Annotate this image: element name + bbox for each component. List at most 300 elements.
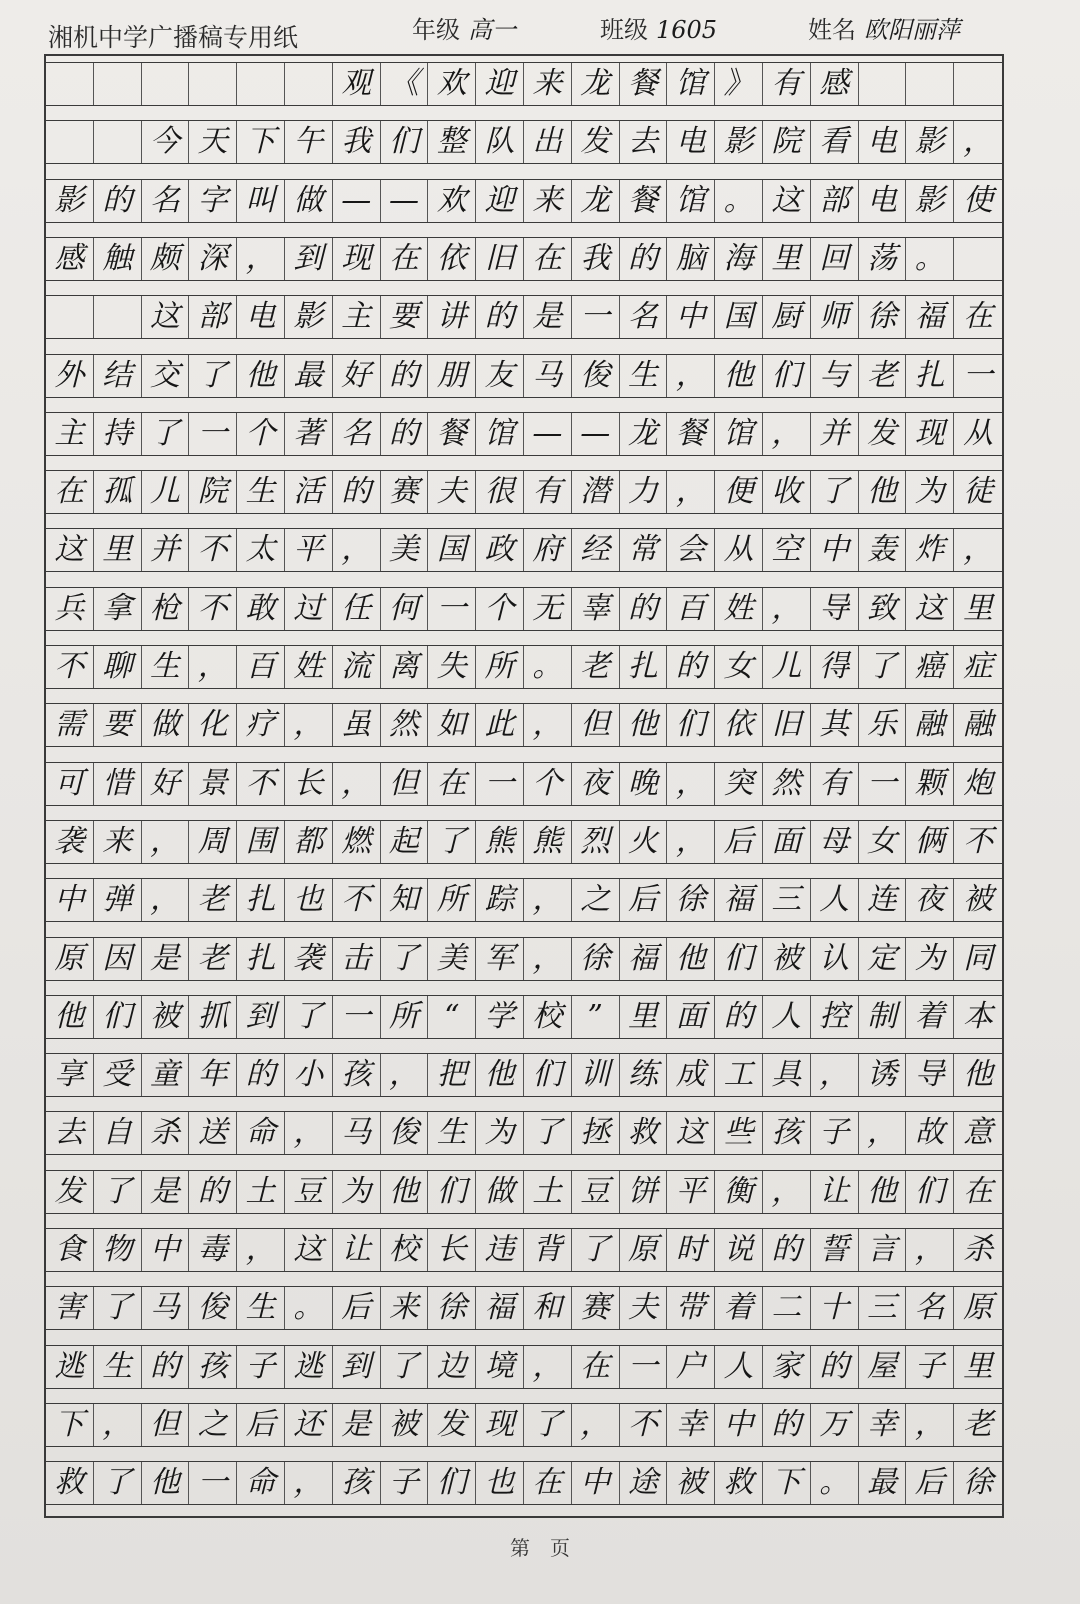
grid-cell: 了 bbox=[524, 1112, 572, 1154]
grid-cell: 母 bbox=[811, 821, 859, 863]
grid-cell: 在 bbox=[524, 1462, 572, 1504]
grid-cell: 他 bbox=[859, 471, 907, 513]
grid-cell: 们 bbox=[906, 1171, 954, 1213]
grid-cell: 中 bbox=[667, 296, 715, 338]
grid-cell bbox=[859, 63, 907, 105]
grid-cell: 原 bbox=[963, 1290, 994, 1326]
grid-cell: 燃 bbox=[333, 821, 381, 863]
grid-cell: 欢 bbox=[428, 180, 476, 222]
grid-cell: ， bbox=[285, 1112, 333, 1154]
grid-cell: 子 bbox=[811, 1112, 859, 1154]
grid-cell: 面 bbox=[763, 821, 811, 863]
grid-cell: 是 bbox=[142, 1171, 190, 1213]
grid-cell: 了 bbox=[94, 1171, 142, 1213]
grid-cell: 便 bbox=[715, 471, 763, 513]
class-field bbox=[600, 10, 717, 45]
grid-cell: 幸 bbox=[859, 1404, 907, 1446]
grid-cell: 了 bbox=[859, 646, 907, 688]
grid-cell: 屋 bbox=[859, 1346, 907, 1388]
grid-cell: ， bbox=[524, 938, 572, 980]
grid-cell: 府 bbox=[524, 529, 572, 571]
grid-cell: 杀 bbox=[142, 1112, 190, 1154]
grid-cell: 他 bbox=[476, 1054, 524, 1096]
grid-cell: 俊 bbox=[189, 1287, 237, 1329]
grid-cell: ， bbox=[381, 1054, 429, 1096]
grid-cell: 导 bbox=[811, 588, 859, 630]
grid-cell: 一 bbox=[963, 357, 994, 393]
grid-cell: 个 bbox=[237, 413, 285, 455]
name-field bbox=[808, 10, 960, 45]
grid-cell: 经 bbox=[572, 529, 620, 571]
grid-cell: 之 bbox=[189, 1404, 237, 1446]
grid-cell: 馆 bbox=[715, 413, 763, 455]
grid-cell: 最 bbox=[285, 355, 333, 397]
grid-cell: 这 bbox=[906, 588, 954, 630]
grid-cell: 我 bbox=[572, 238, 620, 280]
grid-cell: 中 bbox=[46, 879, 94, 921]
grid-cell: 孩 bbox=[189, 1346, 237, 1388]
essay-line bbox=[46, 62, 1002, 106]
grid-cell: 让 bbox=[811, 1171, 859, 1213]
grid-cell: 电 bbox=[667, 121, 715, 163]
grid-cell: ， bbox=[572, 1404, 620, 1446]
grid-cell: 们 bbox=[715, 938, 763, 980]
grid-cell: 颗 bbox=[906, 763, 954, 805]
grid-cell: 到 bbox=[333, 1346, 381, 1388]
grid-cell: 的 bbox=[763, 1404, 811, 1446]
grid-cell: 控 bbox=[811, 996, 859, 1038]
grid-cell: 女 bbox=[859, 821, 907, 863]
grid-cell: 起 bbox=[381, 821, 429, 863]
grid-cell: 赛 bbox=[381, 471, 429, 513]
grid-cell: 童 bbox=[142, 1054, 190, 1096]
grid-cell: 并 bbox=[142, 529, 190, 571]
grid-cell: ， bbox=[142, 821, 190, 863]
grid-cell: 送 bbox=[189, 1112, 237, 1154]
grid-cell: ， bbox=[237, 1229, 285, 1271]
grid-cell: ， bbox=[906, 1404, 954, 1446]
grid-cell: 龙 bbox=[572, 180, 620, 222]
grid-cell: 一 bbox=[428, 588, 476, 630]
grid-cell: 也 bbox=[476, 1462, 524, 1504]
grid-cell: 击 bbox=[333, 938, 381, 980]
grid-cell: 的 bbox=[620, 238, 668, 280]
grid-cell: 毒 bbox=[189, 1229, 237, 1271]
grid-cell: 老 bbox=[189, 879, 237, 921]
essay-line bbox=[46, 412, 1002, 456]
grid-cell: 餐 bbox=[428, 413, 476, 455]
grid-cell: 的 bbox=[333, 471, 381, 513]
grid-cell: 到 bbox=[237, 996, 285, 1038]
grid-cell: 工 bbox=[715, 1054, 763, 1096]
grid-cell: 杀 bbox=[963, 1232, 994, 1267]
grid-cell: 为 bbox=[476, 1112, 524, 1154]
grid-cell: 要 bbox=[94, 704, 142, 746]
grid-cell: 熊 bbox=[524, 821, 572, 863]
grid-cell: 着 bbox=[715, 1287, 763, 1329]
grid-cell: 导 bbox=[906, 1054, 954, 1096]
essay-line bbox=[46, 995, 1002, 1039]
grid-cell: 被 bbox=[963, 882, 994, 918]
grid-cell: 聊 bbox=[94, 646, 142, 688]
grid-cell: 依 bbox=[428, 238, 476, 280]
grid-cell: 这 bbox=[667, 1112, 715, 1154]
grade-field bbox=[412, 10, 516, 45]
grid-cell: 姓 bbox=[715, 588, 763, 630]
essay-line bbox=[46, 878, 1002, 922]
grid-cell: 具 bbox=[763, 1054, 811, 1096]
grid-cell: 孤 bbox=[94, 471, 142, 513]
grid-cell: 们 bbox=[763, 355, 811, 397]
grid-cell: 有 bbox=[811, 763, 859, 805]
school-paper-name: 湘机中学广播稿专用纸 bbox=[48, 23, 299, 52]
grid-cell: 途 bbox=[620, 1462, 668, 1504]
grid-cell: 了 bbox=[381, 938, 429, 980]
grid-cell: 长 bbox=[285, 763, 333, 805]
grid-cell: 下 bbox=[46, 1404, 94, 1446]
grid-cell: 们 bbox=[667, 704, 715, 746]
grid-cell: 旧 bbox=[476, 238, 524, 280]
grid-cell: 扎 bbox=[620, 646, 668, 688]
grid-cell: 疗 bbox=[237, 704, 285, 746]
grid-cell: 的 bbox=[715, 996, 763, 1038]
grid-cell: ， bbox=[811, 1054, 859, 1096]
grid-cell: 脑 bbox=[667, 238, 715, 280]
grid-cell: 在 bbox=[381, 238, 429, 280]
grid-cell: 里 bbox=[763, 238, 811, 280]
grid-cell: 的 bbox=[381, 355, 429, 397]
grid-cell: 夜 bbox=[572, 763, 620, 805]
grid-cell: 电 bbox=[859, 180, 907, 222]
grid-cell: 龙 bbox=[620, 413, 668, 455]
grid-cell: 们 bbox=[381, 121, 429, 163]
grid-cell: 不 bbox=[620, 1404, 668, 1446]
grid-cell: — bbox=[524, 413, 572, 455]
grid-cell: 去 bbox=[46, 1112, 94, 1154]
grid-cell: 流 bbox=[333, 646, 381, 688]
grid-cell: 龙 bbox=[572, 63, 620, 105]
grid-cell: 违 bbox=[476, 1229, 524, 1271]
grid-cell: 到 bbox=[285, 238, 333, 280]
grid-cell: 学 bbox=[476, 996, 524, 1038]
grid-cell: 他 bbox=[963, 1057, 994, 1093]
grid-cell: 救 bbox=[46, 1462, 94, 1504]
grid-cell: 过 bbox=[285, 588, 333, 630]
essay-line bbox=[46, 1345, 1002, 1389]
grid-cell: 所 bbox=[476, 646, 524, 688]
grid-cell: 朋 bbox=[428, 355, 476, 397]
grid-cell: 迎 bbox=[476, 63, 524, 105]
grid-cell: 逃 bbox=[46, 1346, 94, 1388]
grid-cell: 融 bbox=[963, 707, 994, 743]
grid-cell: 晚 bbox=[620, 763, 668, 805]
grid-cell: 很 bbox=[476, 471, 524, 513]
essay-line bbox=[46, 237, 1002, 281]
grid-cell: 为 bbox=[906, 938, 954, 980]
grid-cell: 知 bbox=[381, 879, 429, 921]
essay-line bbox=[46, 120, 1002, 164]
grid-cell: 他 bbox=[237, 355, 285, 397]
grid-cell: 然 bbox=[381, 704, 429, 746]
grid-cell: ， bbox=[333, 529, 381, 571]
grid-cell: 让 bbox=[333, 1229, 381, 1271]
grid-cell: 生 bbox=[142, 646, 190, 688]
grid-cell: 荡 bbox=[859, 238, 907, 280]
grid-cell: 里 bbox=[963, 590, 994, 626]
grid-cell: 福 bbox=[715, 879, 763, 921]
grid-cell: 老 bbox=[572, 646, 620, 688]
grid-cell: 熊 bbox=[476, 821, 524, 863]
grid-cell: 赛 bbox=[572, 1287, 620, 1329]
grid-cell: 院 bbox=[189, 471, 237, 513]
grid-cell: 自 bbox=[94, 1112, 142, 1154]
grid-cell: 他 bbox=[859, 1171, 907, 1213]
grid-cell: 发 bbox=[46, 1171, 94, 1213]
grid-cell: 有 bbox=[763, 63, 811, 105]
essay-line bbox=[46, 1286, 1002, 1330]
grid-cell: 烈 bbox=[572, 821, 620, 863]
grid-cell: 徐 bbox=[859, 296, 907, 338]
grid-cell: 制 bbox=[859, 996, 907, 1038]
grid-cell: 本 bbox=[963, 998, 994, 1034]
grid-cell: 原 bbox=[620, 1229, 668, 1271]
grid-cell: 从 bbox=[715, 529, 763, 571]
grid-cell: 。 bbox=[906, 238, 954, 280]
grid-cell: 这 bbox=[46, 529, 94, 571]
grid-cell: 三 bbox=[763, 879, 811, 921]
grid-cell: 美 bbox=[381, 529, 429, 571]
essay-line bbox=[46, 762, 1002, 806]
grid-cell: 不 bbox=[189, 588, 237, 630]
grid-cell: 国 bbox=[715, 296, 763, 338]
grid-cell: 十 bbox=[811, 1287, 859, 1329]
grid-cell: 得 bbox=[811, 646, 859, 688]
grid-cell: 人 bbox=[715, 1346, 763, 1388]
grid-cell: 并 bbox=[811, 413, 859, 455]
grid-cell: 人 bbox=[811, 879, 859, 921]
grid-cell: 其 bbox=[811, 704, 859, 746]
grid-cell: 电 bbox=[237, 296, 285, 338]
grid-cell: 校 bbox=[524, 996, 572, 1038]
grid-cell: 拯 bbox=[572, 1112, 620, 1154]
grid-cell: 了 bbox=[94, 1287, 142, 1329]
grid-cell: 观 bbox=[333, 63, 381, 105]
grid-cell: 里 bbox=[620, 996, 668, 1038]
essay-line bbox=[46, 1403, 1002, 1447]
grid-cell: 天 bbox=[189, 121, 237, 163]
grid-cell: ， bbox=[142, 879, 190, 921]
grid-cell: 意 bbox=[963, 1115, 994, 1151]
grid-cell: 俊 bbox=[381, 1112, 429, 1154]
grid-cell: 影 bbox=[906, 121, 954, 163]
grid-cell: 旧 bbox=[763, 704, 811, 746]
grid-cell: 被 bbox=[763, 938, 811, 980]
grid-cell: 老 bbox=[859, 355, 907, 397]
grid-cell: 的 bbox=[381, 413, 429, 455]
grid-cell: 百 bbox=[237, 646, 285, 688]
grid-cell: — bbox=[333, 180, 381, 222]
grid-cell: 了 bbox=[381, 1346, 429, 1388]
grid-cell: 扎 bbox=[906, 355, 954, 397]
grid-cell: 幸 bbox=[667, 1404, 715, 1446]
grid-cell: 年 bbox=[189, 1054, 237, 1096]
grid-cell: 儿 bbox=[763, 646, 811, 688]
grid-cell: 结 bbox=[94, 355, 142, 397]
grid-cell: 现 bbox=[333, 238, 381, 280]
essay-line bbox=[46, 1053, 1002, 1097]
grid-cell: 他 bbox=[667, 938, 715, 980]
grid-cell bbox=[142, 63, 190, 105]
grid-cell: 虽 bbox=[333, 704, 381, 746]
grid-cell: 把 bbox=[428, 1054, 476, 1096]
grid-cell: 回 bbox=[811, 238, 859, 280]
grid-cell: 著 bbox=[285, 413, 333, 455]
grid-cell: 一 bbox=[859, 763, 907, 805]
grid-cell: 了 bbox=[572, 1229, 620, 1271]
writing-grid bbox=[44, 54, 1004, 1518]
grid-cell: ， bbox=[763, 413, 811, 455]
grid-cell: — bbox=[381, 180, 429, 222]
grid-cell: 会 bbox=[667, 529, 715, 571]
grid-cell: 名 bbox=[142, 180, 190, 222]
grid-cell: 中 bbox=[572, 1462, 620, 1504]
grid-cell bbox=[46, 63, 94, 105]
grid-cell: 认 bbox=[811, 938, 859, 980]
grid-cell: 夫 bbox=[428, 471, 476, 513]
grid-cell: 然 bbox=[763, 763, 811, 805]
page-number-label: 第 页 bbox=[510, 1536, 570, 1560]
grid-cell: 中 bbox=[142, 1229, 190, 1271]
grid-cell: 主 bbox=[46, 413, 94, 455]
grid-cell: ， bbox=[763, 588, 811, 630]
grid-cell: 做 bbox=[476, 1171, 524, 1213]
grid-cell: 夜 bbox=[906, 879, 954, 921]
essay-line bbox=[46, 703, 1002, 747]
grid-cell: 来 bbox=[524, 63, 572, 105]
grid-cell: 感 bbox=[46, 238, 94, 280]
grid-cell: 徐 bbox=[428, 1287, 476, 1329]
grid-cell: 但 bbox=[142, 1404, 190, 1446]
grid-cell: 名 bbox=[620, 296, 668, 338]
grid-cell: ， bbox=[906, 1229, 954, 1271]
grid-cell: 享 bbox=[46, 1054, 94, 1096]
grid-cell: 衡 bbox=[715, 1171, 763, 1213]
grid-cell: 需 bbox=[46, 704, 94, 746]
grid-cell: 校 bbox=[381, 1229, 429, 1271]
grid-cell: 潜 bbox=[572, 471, 620, 513]
grid-cell: 影 bbox=[46, 180, 94, 222]
grid-cell: 我 bbox=[333, 121, 381, 163]
grid-cell: ， bbox=[237, 238, 285, 280]
grid-cell: 影 bbox=[285, 296, 333, 338]
grid-cell: 子 bbox=[381, 1462, 429, 1504]
grid-cell: 发 bbox=[572, 121, 620, 163]
grid-cell: 轰 bbox=[859, 529, 907, 571]
grid-cell: ， bbox=[285, 704, 333, 746]
grid-cell: 叫 bbox=[237, 180, 285, 222]
grid-cell: 百 bbox=[667, 588, 715, 630]
grid-cell bbox=[46, 121, 94, 163]
grid-cell: 影 bbox=[715, 121, 763, 163]
grid-cell: 如 bbox=[428, 704, 476, 746]
grid-cell: 了 bbox=[524, 1404, 572, 1446]
grid-cell: 在 bbox=[524, 238, 572, 280]
grid-cell: 交 bbox=[142, 355, 190, 397]
grid-cell: 姓 bbox=[285, 646, 333, 688]
grid-cell: 今 bbox=[142, 121, 190, 163]
grid-cell bbox=[94, 296, 142, 338]
grid-cell: 力 bbox=[620, 471, 668, 513]
grid-cell: 原 bbox=[46, 938, 94, 980]
grid-cell: 不 bbox=[333, 879, 381, 921]
grid-cell: 要 bbox=[381, 296, 429, 338]
grid-cell: 致 bbox=[859, 588, 907, 630]
grid-cell: 整 bbox=[428, 121, 476, 163]
grade-label: 年级 bbox=[412, 16, 460, 44]
grid-cell: 生 bbox=[237, 1287, 285, 1329]
grid-cell: 们 bbox=[524, 1054, 572, 1096]
grid-cell: 的 bbox=[620, 588, 668, 630]
grid-cell: 常 bbox=[620, 529, 668, 571]
grid-cell: 俩 bbox=[906, 821, 954, 863]
grid-cell: 他 bbox=[381, 1171, 429, 1213]
essay-line bbox=[46, 1461, 1002, 1505]
grid-cell: 来 bbox=[381, 1287, 429, 1329]
grid-cell: 救 bbox=[620, 1112, 668, 1154]
grid-cell: 些 bbox=[715, 1112, 763, 1154]
grid-cell: 福 bbox=[906, 296, 954, 338]
grid-cell: 了 bbox=[285, 996, 333, 1038]
grid-cell: 》 bbox=[715, 63, 763, 105]
grid-cell: 任 bbox=[333, 588, 381, 630]
grid-cell: 儿 bbox=[142, 471, 190, 513]
essay-line bbox=[46, 1228, 1002, 1272]
grid-cell: 化 bbox=[189, 704, 237, 746]
grid-cell: 为 bbox=[906, 471, 954, 513]
grid-cell: 被 bbox=[142, 996, 190, 1038]
grid-cell: 从 bbox=[963, 415, 994, 451]
grid-cell: 境 bbox=[476, 1346, 524, 1388]
grid-cell: 名 bbox=[333, 413, 381, 455]
grid-cell: 部 bbox=[811, 180, 859, 222]
grid-cell: 馆 bbox=[667, 180, 715, 222]
grid-cell: 下 bbox=[237, 121, 285, 163]
grid-cell: 们 bbox=[428, 1462, 476, 1504]
grid-cell: 出 bbox=[524, 121, 572, 163]
grid-cell: 逃 bbox=[285, 1346, 333, 1388]
grid-cell: 后 bbox=[620, 879, 668, 921]
grid-cell: 午 bbox=[285, 121, 333, 163]
grid-cell: 他 bbox=[142, 1462, 190, 1504]
grid-cell: 豆 bbox=[572, 1171, 620, 1213]
grid-cell: ， bbox=[667, 821, 715, 863]
grid-cell: 来 bbox=[94, 821, 142, 863]
grid-cell: 在 bbox=[963, 299, 994, 335]
grid-cell: 他 bbox=[620, 704, 668, 746]
grid-cell: 后 bbox=[333, 1287, 381, 1329]
grid-cell: 个 bbox=[524, 763, 572, 805]
grid-cell: 命 bbox=[237, 1462, 285, 1504]
grid-cell: 马 bbox=[524, 355, 572, 397]
grid-cell: 周 bbox=[189, 821, 237, 863]
grid-cell: 部 bbox=[189, 296, 237, 338]
grid-cell: 在 bbox=[428, 763, 476, 805]
grid-cell: 生 bbox=[428, 1112, 476, 1154]
grid-cell: ， bbox=[963, 124, 994, 160]
grid-cell: “ bbox=[428, 996, 476, 1038]
grid-cell: 的 bbox=[189, 1171, 237, 1213]
grid-cell: 家 bbox=[763, 1346, 811, 1388]
